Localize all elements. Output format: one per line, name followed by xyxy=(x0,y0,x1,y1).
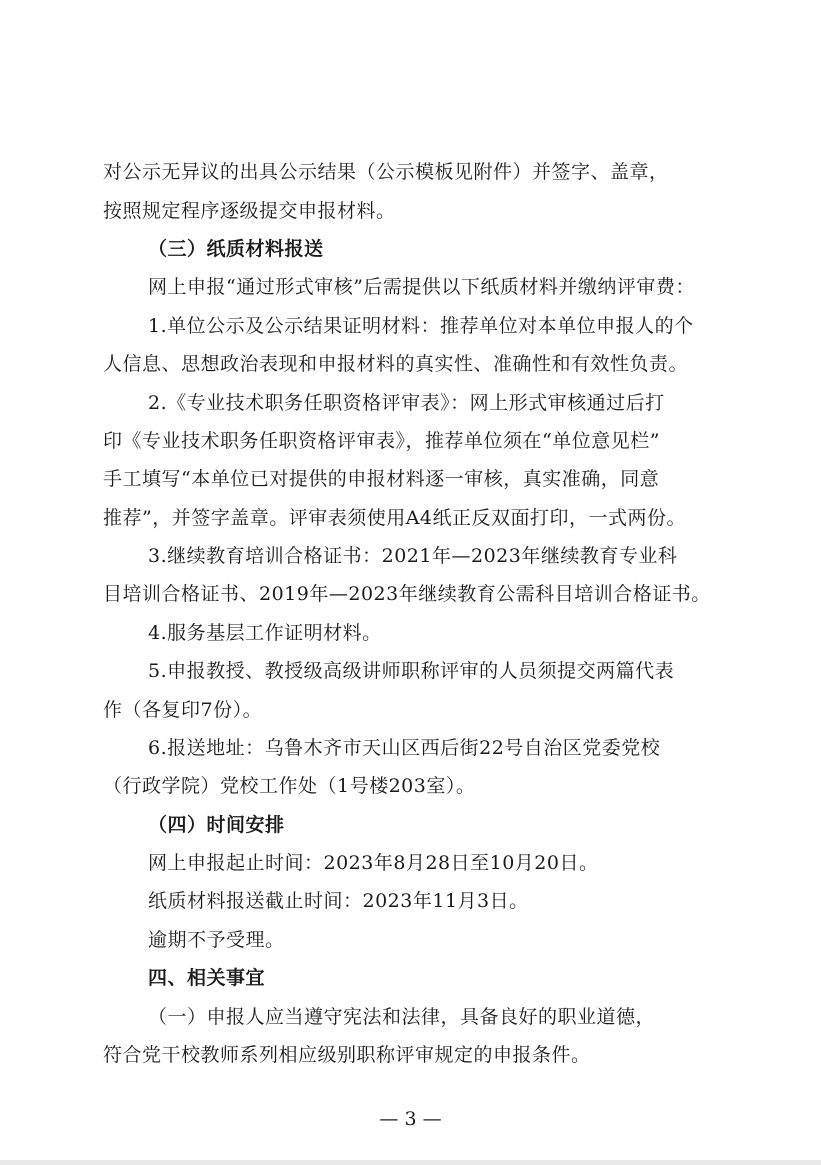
body-text-line: 3.继续教育培训合格证书：2021年—2023年继续教育专业科 xyxy=(148,545,678,567)
body-text-line: 作（各复印7份）。 xyxy=(103,699,263,721)
body-text-line: 网上申报“通过形式审核”后需提供以下纸质材料并缴纳评审费： xyxy=(148,276,695,298)
body-text-line: 推荐”，并签字盖章。评审表须使用A4纸正反双面打印，一式两份。 xyxy=(103,507,687,529)
body-text-line: 4.服务基层工作证明材料。 xyxy=(148,622,382,644)
body-text-line: 6.报送地址：乌鲁木齐市天山区西后街22号自治区党委党校 xyxy=(148,737,661,759)
body-text-line: 1.单位公示及公示结果证明材料：推荐单位对本单位申报人的个 xyxy=(148,315,694,337)
body-text-line: 网上申报起止时间：2023年8月28日至10月20日。 xyxy=(148,852,599,874)
scan-edge xyxy=(0,1160,821,1165)
body-text-line: 5.申报教授、教授级高级讲师职称评审的人员须提交两篇代表 xyxy=(148,660,675,682)
body-text-line: 按照规定程序逐级提交申报材料。 xyxy=(103,200,396,222)
body-text-line: 2.《专业技术职务任职资格评审表》：网上形式审核通过后打 xyxy=(148,392,665,414)
section-heading: （三）纸质材料报送 xyxy=(148,238,324,260)
body-text-line: 符合党干校教师系列相应级别职称评审规定的申报条件。 xyxy=(103,1044,591,1066)
section-heading: （四）时间安排 xyxy=(148,814,285,836)
body-text-line: 对公示无异议的出具公示结果（公示模板见附件）并签字、盖章， xyxy=(103,161,669,183)
body-text-line: 目培训合格证书、2019年—2023年继续教育公需科目培训合格证书。 xyxy=(103,583,711,605)
body-text-line: 人信息、思想政治表现和申报材料的真实性、准确性和有效性负责。 xyxy=(103,353,689,375)
body-text-line: 印《专业技术职务任职资格评审表》，推荐单位须在“单位意见栏” xyxy=(103,430,660,452)
section-heading: 四、相关事宜 xyxy=(148,967,266,989)
body-text-line: （一）申报人应当遵守宪法和法律，具备良好的职业道德， xyxy=(148,1006,656,1028)
body-text-line: 逾期不予受理。 xyxy=(148,929,285,951)
page-number: — 3 — xyxy=(379,1108,442,1130)
body-text-line: 纸质材料报送截止时间：2023年11月3日。 xyxy=(148,890,529,912)
body-text-line: 手工填写“本单位已对提供的申报材料逐一审核，真实准确，同意 xyxy=(103,468,660,490)
body-text-line: （行政学院）党校工作处（1号楼203室）。 xyxy=(103,775,476,797)
